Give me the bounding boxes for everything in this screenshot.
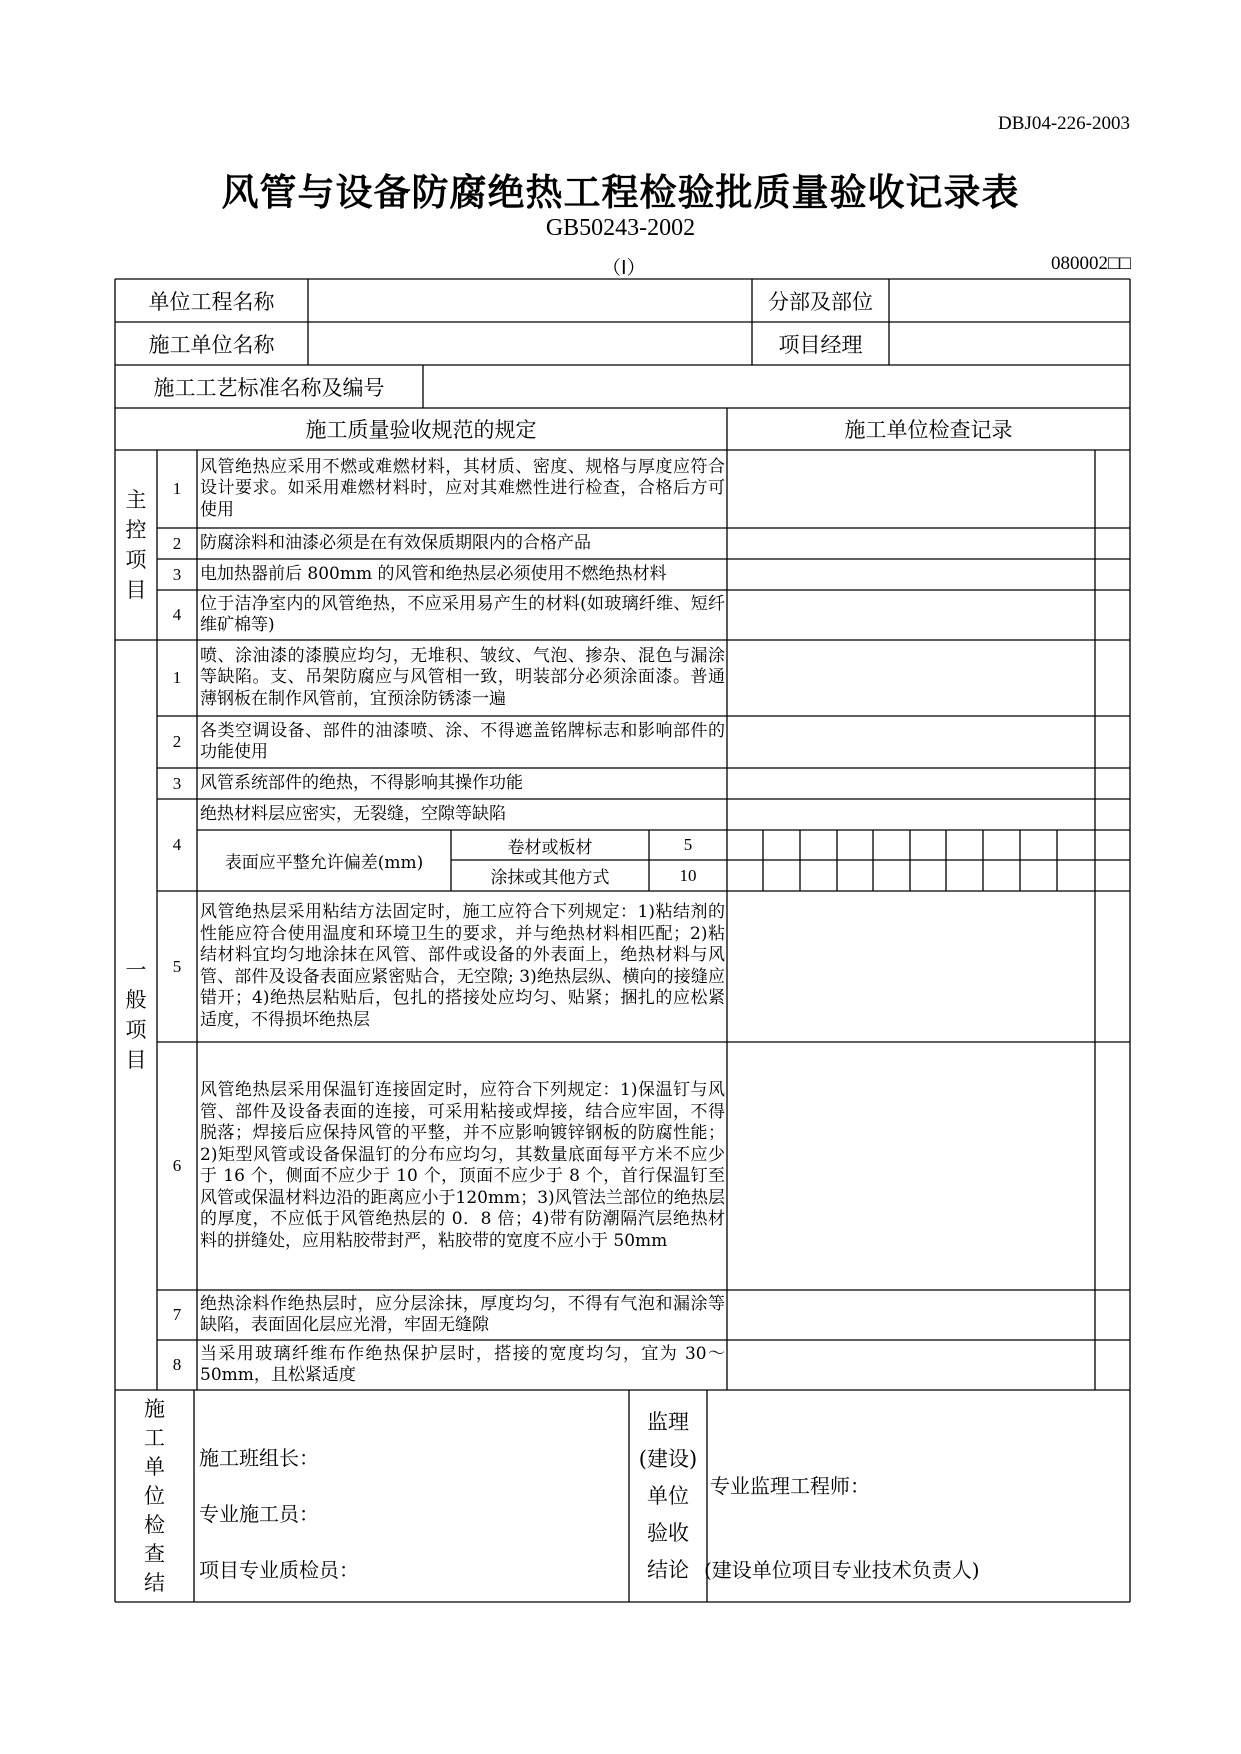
general-item-number: 4 [172,835,182,854]
division-label: 分部及部位 [768,289,873,314]
general-item-text: 风管绝热层采用粘结方法固定时，施工应符合下列规定：1)粘结剂的性能应符合使用温度和环境卫生的要求，并与绝热材料相匹配；2)粘结材料宜均匀地涂抹在风管、部件或设备的外表面上，绝热材料与风管、部件及设备表面应紧密贴合，无空隙; 3)绝热层纵、横向的接缝应错开；4)绝热层粘贴后，包扎的搭接处应均匀、贴紧；捆扎的应松紧适度，不得损坏绝热层 [200,902,725,1030]
team-leader-signature[interactable]: 施工班组长： [199,1445,319,1470]
document-code: DBJ04-226-2003 [998,113,1130,134]
manager-label: 项目经理 [778,332,863,357]
main-item-number: 3 [172,564,182,584]
unit-project-field[interactable] [308,279,752,322]
general-item-number: 1 [172,668,182,687]
general-item-text: 绝热涂料作绝热层时，应分层涂抹，厚度均匀，不得有气泡和漏涂等缺陷，表面固化层应光滑，牢固无缝隙 [200,1293,725,1335]
general-item-text: 风管绝热层采用保温钉连接固定时，应符合下列规定：1)保温钉与风管、部件及设备表面的连接，可采用粘接或焊接，结合应牢固，不得脱落；焊接后应保持风管的平整，并不应影响镀锌钢板的防腐性能；2)矩型风管或设备保温钉的分布应均匀，其数量底面每平方米不应少于 16 个，侧面不应少于 10 个，顶面不应少于 8 个，首行保温钉至风管或保温材料边沿的距离应小于120mm；3)风管法兰部位的绝热层的厚度，不应低于风管绝热层的 0．8 倍；4)带有防潮隔汽层绝热材料的拼缝处，应用粘胶带封严，粘胶带的宽度不应小于 50mm [200,1080,725,1251]
contractor-label: 施工单位名称 [148,332,275,357]
main-item-number: 2 [172,533,182,553]
general-item-text: 喷、涂油漆的漆膜应均匀，无堆积、皱纹、气泡、掺杂、混色与漏涂等缺陷。支、吊架防腐应与风管相一致，明装部分必须涂面漆。普通薄钢板在制作风管前，宜预涂防锈漆一遍 [200,645,725,709]
general-item-text: 绝热材料层应密实，无裂缝，空隙等缺陷 [200,803,506,824]
tolerance-label: 表面应平整允许偏差(mm) [224,853,424,873]
main-item-text: 电加热器前后 800mm 的风管和绝热层必须使用不燃绝热材料 [200,563,667,584]
general-items-label: 一般项目 [125,958,147,1072]
main-items-label: 主控项目 [125,488,147,602]
process-standard-label: 施工工艺标准名称及编号 [153,375,385,400]
general-item-text: 当采用玻璃纤维布作绝热保护层时，搭接的宽度均匀，宜为 30～50mm，且松紧适度 [200,1343,725,1385]
main-item-number: 4 [172,605,182,624]
general-item-text: 各类空调设备、部件的油漆喷、涂、不得遮盖铭牌标志和影响部件的功能使用 [200,720,725,762]
manager-field[interactable] [889,322,1130,365]
standard-number: GB50243-2002 [545,215,696,241]
site-worker-signature[interactable]: 专业施工员： [199,1501,319,1526]
process-standard-field[interactable] [423,365,1130,408]
division-field[interactable] [889,279,1130,322]
main-item-number: 1 [172,479,182,498]
main-item-text: 位于洁净室内的风管绝热，不应采用易产生的材料(如玻璃纤维、短纤维矿棉等) [200,593,725,635]
tolerance-sub-name: 涂抹或其他方式 [490,868,610,887]
unit-project-label: 单位工程名称 [148,289,275,314]
main-item-text: 风管绝热应采用不燃或难燃材料，其材质、密度、规格与厚度应符合设计要求。如采用难燃材料时，应对其难燃性进行检查，合格后方可使用 [200,456,725,520]
quality-inspector-signature[interactable]: 项目专业质检员： [199,1557,359,1582]
tolerance-sub-value: 10 [679,865,697,885]
general-item-number: 6 [172,1156,182,1175]
supervisor-conclusion-label [629,1390,707,1602]
general-item-number: 8 [172,1355,182,1374]
supervisor-label-line: 监理 [647,1409,689,1434]
general-item-number: 7 [172,1305,182,1324]
general-item-number: 2 [172,732,182,751]
supervisor-label-line: 验收 [647,1520,689,1545]
tolerance-sub-name: 卷材或板材 [507,837,593,857]
tolerance-sub-value: 5 [683,835,693,854]
record-column-header: 施工单位检查记录 [844,418,1013,442]
spec-column-header: 施工质量验收规范的规定 [305,418,537,442]
owner-representative-signature[interactable]: (建设单位项目专业技术负责人) [704,1557,980,1582]
contractor-conclusion-label: 施工单位检查结 [144,1396,165,1595]
supervising-engineer-signature[interactable]: 专业监理工程师： [710,1473,870,1498]
form-number: 080002□□ [1051,253,1131,274]
supervisor-label-line: 单位 [647,1483,689,1508]
general-item-number: 3 [172,773,182,793]
page-title: 风管与设备防腐绝热工程检验批质量验收记录表 [221,170,1020,214]
supervisor-label-line: (建设) [638,1446,698,1471]
contractor-field[interactable] [308,322,752,365]
general-item-text: 风管系统部件的绝热，不得影响其操作功能 [200,772,523,793]
main-item-text: 防腐涂料和油漆必须是在有效保质期限内的合格产品 [200,532,591,553]
supervisor-label-line: 结论 [647,1557,689,1582]
general-item-number: 5 [172,956,182,976]
volume-marker: （Ⅰ） [602,258,646,279]
